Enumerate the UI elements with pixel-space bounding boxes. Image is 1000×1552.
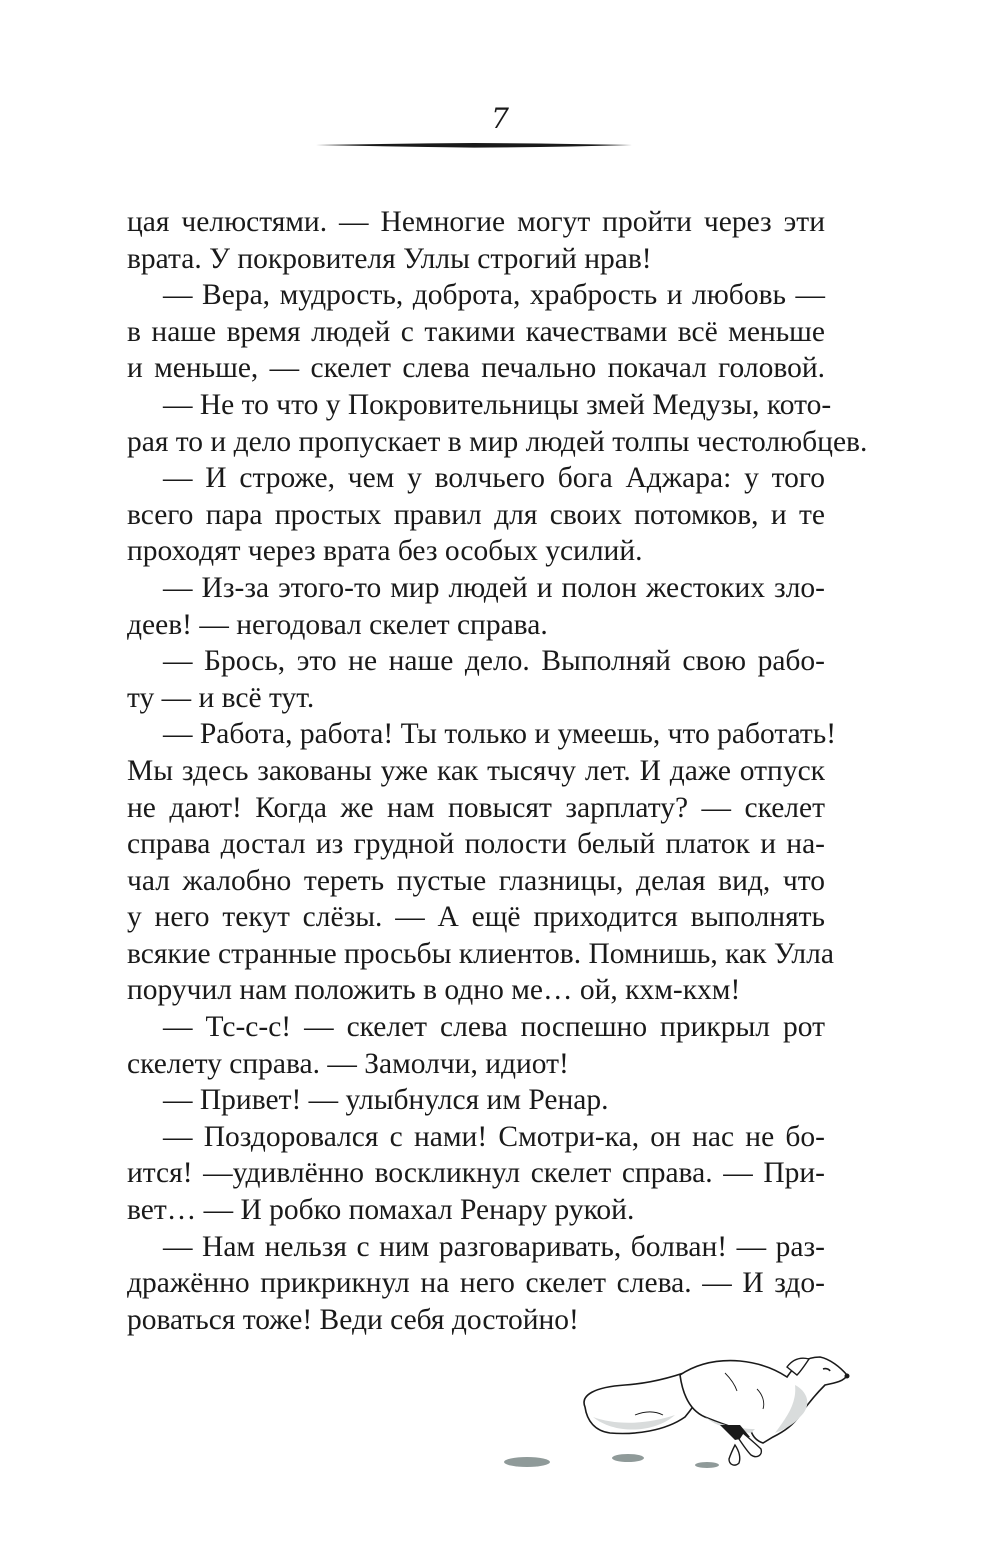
text-line: — Тс-с-с! — скелет слева поспешно прикрыл рот <box>163 1011 825 1044</box>
shadow-ellipse <box>612 1454 644 1462</box>
text-line: — Из-за этого-то мир людей и полон жестоких зло- <box>163 571 825 604</box>
header-divider <box>316 140 632 150</box>
text-line: — Не то что у Покровительницы змей Медузы, кото- <box>163 388 832 421</box>
text-line: проходят через врата без особых усилий. <box>127 535 643 568</box>
text-line: роваться тоже! Веди себя достойно! <box>127 1303 579 1336</box>
text-line: деев! — негодовал скелет справа. <box>127 608 548 641</box>
text-line: — И строже, чем у волчьего бога Аджара: у того <box>163 462 825 495</box>
text-line: — Вера, мудрость, доброта, храбрость и любовь — <box>163 279 825 312</box>
text-line: поручил нам положить в одно ме… ой, кхм-кхм! <box>127 974 741 1007</box>
text-line: — Брось, это не наше дело. Выполняй свою рабо- <box>163 645 825 678</box>
text-line: вет… — И робко помахал Ренару рукой. <box>127 1194 635 1227</box>
text-line: всякие странные просьбы клиентов. Помнишь, как Улла <box>127 937 834 970</box>
text-line: рая то и дело пропускает в мир людей толпы честолюбцев. <box>127 425 868 458</box>
text-line: — Привет! — улыбнулся им Ренар. <box>163 1084 609 1117</box>
text-line: в наше время людей с такими качествами всё меньше <box>127 315 825 348</box>
running-fox-illustration <box>495 1345 860 1480</box>
page-number: 7 <box>491 102 509 135</box>
text-line: не дают! Когда же нам повысят зарплату? — скелет <box>127 791 825 824</box>
text-line: ту — и всё тут. <box>127 681 315 714</box>
text-line: Мы здесь закованы уже как тысячу лет. И даже отпуск <box>127 754 825 787</box>
text-line: всего пара простых правил для своих потомков, и те <box>127 498 825 531</box>
text-line: — Поздоровался с нами! Смотри-ка, он нас не бо- <box>163 1120 825 1153</box>
text-line: скелету справа. — Замолчи, идиот! <box>127 1047 569 1080</box>
text-line: дражённо прикрикнул на него скелет слева. — И здо- <box>127 1267 825 1300</box>
text-line: — Работа, работа! Ты только и умеешь, что работать! <box>163 718 837 751</box>
shadow-ellipse <box>504 1457 550 1467</box>
text-line: врата. У покровителя Уллы строгий нрав! <box>127 242 652 275</box>
shadow-ellipse <box>695 1462 719 1468</box>
text-line: цая челюстями. — Немногие могут пройти через эти <box>127 206 825 238</box>
text-line: и меньше, — скелет слева печально покачал головой. <box>127 352 825 385</box>
text-line: справа достал из грудной полости белый платок и на- <box>127 828 825 861</box>
text-line: чал жалобно тереть пустые глазницы, делая вид, что <box>127 864 825 897</box>
text-line: ится! —удивлённо воскликнул скелет справа. — При- <box>127 1157 825 1190</box>
text-line: — Нам нельзя с ним разговаривать, болван! — раз- <box>163 1230 825 1263</box>
text-line: у него текут слёзы. — А ещё приходится выполнять <box>127 901 825 934</box>
body-text <box>127 204 868 1338</box>
